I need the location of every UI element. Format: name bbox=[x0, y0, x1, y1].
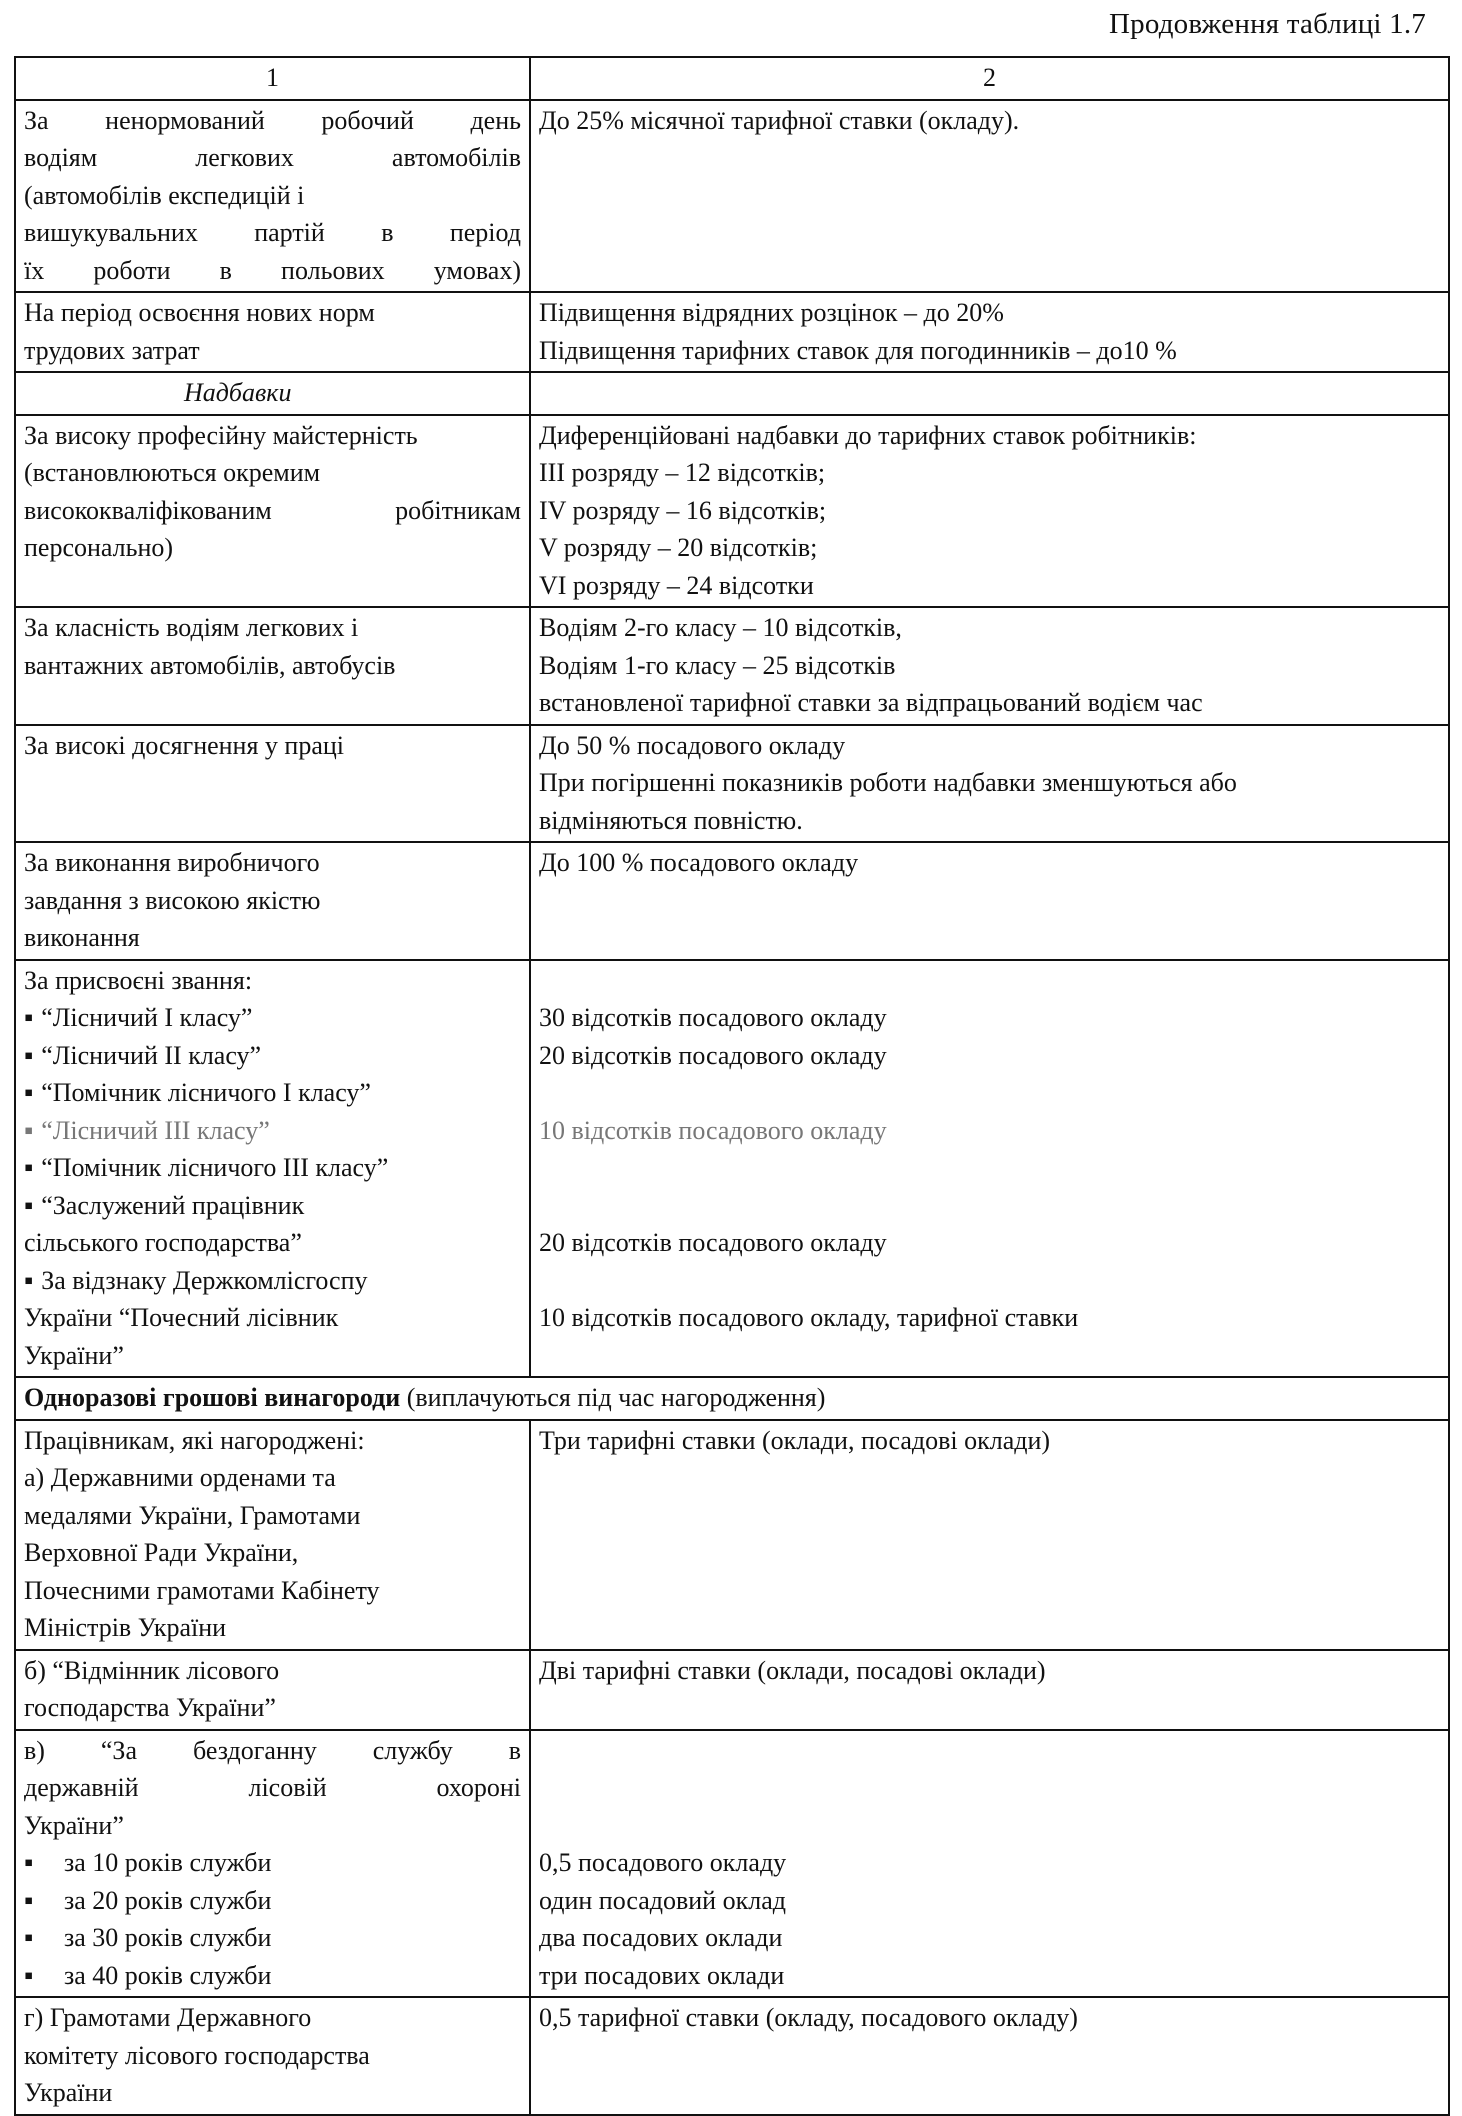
row-label bbox=[15, 725, 530, 843]
bullet-item: ▪ “Помічник лісничого III класу” bbox=[24, 1149, 521, 1187]
section-note: (виплачуються під час нагородження) bbox=[400, 1383, 826, 1412]
table-row bbox=[15, 842, 1449, 960]
row-value bbox=[530, 1650, 1449, 1730]
label-line: водіям легкових автомобілів bbox=[24, 143, 521, 172]
bullet-item: ▪ За відзнаку Держкомлісгоспу bbox=[24, 1262, 521, 1300]
row-label bbox=[15, 292, 530, 372]
row-value bbox=[530, 842, 1449, 960]
label-line: За високу професійну майстерність bbox=[24, 420, 418, 450]
label-line: (встановлюються окремим bbox=[24, 458, 321, 487]
bullet-item: ▪ “Помічник лісничого I класу” bbox=[24, 1074, 521, 1112]
value-line: один посадовий оклад bbox=[539, 1885, 786, 1915]
value-line: 10 відсотків посадового окладу bbox=[539, 1115, 887, 1145]
row-label bbox=[15, 607, 530, 725]
label-line: Міністрів України bbox=[24, 1613, 227, 1642]
value-line bbox=[539, 962, 1440, 1000]
bullet-text: за 40 років служби bbox=[64, 1960, 272, 1990]
value-line: Водіям 1-го класу – 25 відсотків bbox=[539, 650, 896, 680]
section-heading bbox=[15, 1377, 1449, 1420]
value-line bbox=[539, 1807, 1440, 1845]
label-line: персонально) bbox=[24, 533, 174, 562]
label-line: трудових затрат bbox=[24, 335, 200, 365]
label-line: Працівникам, які нагороджені: bbox=[24, 1425, 365, 1455]
value-line: 30 відсотків посадового окладу bbox=[539, 1003, 887, 1032]
label-line: в) “За бездоганну службу в bbox=[24, 1735, 521, 1765]
row-value bbox=[530, 415, 1449, 608]
label-line: України” bbox=[24, 1340, 124, 1370]
row-value bbox=[530, 1997, 1449, 2115]
bullet-text: за 30 років служби bbox=[64, 1923, 272, 1952]
label-line: завдання з високою якістю bbox=[24, 885, 321, 915]
bullet-icon: ▪ bbox=[24, 1885, 34, 1915]
bullet-icon: ▪ bbox=[24, 1848, 34, 1877]
benefits-table bbox=[14, 56, 1450, 2116]
value-line: 20 відсотків посадового окладу bbox=[539, 1040, 887, 1070]
value-line bbox=[539, 1187, 1440, 1225]
label-line: господарства України” bbox=[24, 1693, 276, 1722]
value-line: До 100 % посадового окладу bbox=[539, 848, 859, 877]
table-row bbox=[15, 607, 1449, 725]
table-row bbox=[15, 1420, 1449, 1650]
table-row bbox=[15, 1650, 1449, 1730]
label-line: а) Державними орденами та bbox=[24, 1463, 336, 1492]
value-line: 20 відсотків посадового окладу bbox=[539, 1228, 887, 1257]
value-line: До 25% місячної тарифної ставки (окладу). bbox=[539, 105, 1020, 135]
value-line: Водіям 2-го класу – 10 відсотків, bbox=[539, 613, 902, 642]
label-line: України “Почесний лісівник bbox=[24, 1303, 339, 1332]
label-line: На період освоєння нових норм bbox=[24, 298, 375, 327]
label-line: виконання bbox=[24, 923, 140, 952]
value-line: встановленої тарифної ставки за відпрацьований водієм час bbox=[539, 688, 1203, 717]
row-label bbox=[15, 1420, 530, 1650]
value-line bbox=[539, 1074, 1440, 1112]
value-line: V розряду – 20 відсотків; bbox=[539, 533, 818, 562]
label-line: г) Грамотами Державного bbox=[24, 2003, 312, 2032]
label-line: їх роботи в польових умовах) bbox=[24, 255, 521, 285]
value-line: При погіршенні показників роботи надбавки зменшуються або bbox=[539, 768, 1237, 797]
row-value bbox=[530, 607, 1449, 725]
bullet-text: за 10 років служби bbox=[64, 1848, 272, 1877]
row-label bbox=[15, 415, 530, 608]
section-row bbox=[15, 1377, 1449, 1420]
bullet-item: ▪ “Лісничий III класу” bbox=[24, 1112, 521, 1150]
section-title: Надбавки bbox=[184, 378, 292, 407]
value-line bbox=[539, 1732, 1440, 1770]
table-row bbox=[15, 415, 1449, 608]
row-value bbox=[530, 292, 1449, 372]
label-line: За виконання виробничого bbox=[24, 848, 320, 877]
value-line bbox=[539, 1262, 1440, 1300]
table-header-row bbox=[15, 57, 1449, 100]
bullet-item bbox=[24, 1882, 521, 1920]
value-line: Диференційовані надбавки до тарифних ставок робітників: bbox=[539, 420, 1197, 450]
bullet-text: за 20 років служби bbox=[64, 1885, 272, 1915]
header-col-2: 2 bbox=[530, 57, 1449, 100]
label-line: За класність водіям легкових і bbox=[24, 613, 359, 642]
value-line: 0,5 тарифної ставки (окладу, посадового окладу) bbox=[539, 2003, 1078, 2032]
label-line: вантажних автомобілів, автобусів bbox=[24, 650, 396, 680]
label-line: За присвоєні звання: bbox=[24, 965, 253, 995]
value-line: До 50 % посадового окладу bbox=[539, 730, 846, 760]
table-caption: Продовження таблиці 1.7 bbox=[1109, 8, 1426, 40]
value-line bbox=[539, 1769, 1440, 1807]
table-row bbox=[15, 1997, 1449, 2115]
value-line: два посадових оклади bbox=[539, 1923, 783, 1952]
label-line: (автомобілів експедицій і bbox=[24, 180, 305, 210]
value-line: три посадових оклади bbox=[539, 1960, 785, 1990]
label-line: медалями України, Грамотами bbox=[24, 1500, 361, 1530]
bullet-icon: ▪ bbox=[24, 1923, 34, 1952]
label-line: За ненормований робочий день bbox=[24, 105, 521, 135]
table-row bbox=[15, 100, 1449, 293]
table-row bbox=[15, 1730, 1449, 1998]
table-row bbox=[15, 725, 1449, 843]
value-line: 0,5 посадового окладу bbox=[539, 1848, 787, 1877]
label-line: України bbox=[24, 2078, 113, 2107]
row-value bbox=[530, 960, 1449, 1378]
label-line: державній лісовій охороні bbox=[24, 1773, 521, 1802]
value-line: Підвищення тарифних ставок для погодинників – до10 % bbox=[539, 335, 1177, 365]
row-value bbox=[530, 1730, 1449, 1998]
value-line bbox=[539, 1337, 1440, 1375]
row-label bbox=[15, 1730, 530, 1998]
value-line: III розряду – 12 відсотків; bbox=[539, 458, 826, 487]
value-line: 10 відсотків посадового окладу, тарифної ставки bbox=[539, 1303, 1079, 1332]
bullet-item bbox=[24, 1844, 521, 1882]
value-line bbox=[539, 1149, 1440, 1187]
row-label bbox=[15, 100, 530, 293]
section-heading bbox=[15, 372, 530, 415]
bullet-item: ▪ “Лісничий II класу” bbox=[24, 1037, 521, 1075]
value-line: IV розряду – 16 відсотків; bbox=[539, 495, 827, 525]
row-label bbox=[15, 1650, 530, 1730]
value-line: відміняються повністю. bbox=[539, 805, 803, 835]
section-row bbox=[15, 372, 1449, 415]
value-line: Дві тарифні ставки (оклади, посадові оклади) bbox=[539, 1655, 1046, 1685]
bullet-item bbox=[24, 1919, 521, 1957]
value-line: Підвищення відрядних розцінок – до 20% bbox=[539, 298, 1004, 327]
value-line: VI розряду – 24 відсотки bbox=[539, 570, 814, 600]
label-line: вишукувальних партій в період bbox=[24, 218, 521, 247]
row-label bbox=[15, 842, 530, 960]
section-title: Одноразові грошові винагороди bbox=[24, 1383, 401, 1412]
table-row bbox=[15, 292, 1449, 372]
row-value bbox=[530, 100, 1449, 293]
empty-cell bbox=[530, 372, 1449, 415]
label-line: Почесними грамотами Кабінету bbox=[24, 1575, 380, 1605]
table-row bbox=[15, 960, 1449, 1378]
bullet-item: ▪ “Лісничий I класу” bbox=[24, 999, 521, 1037]
label-line: комітету лісового господарства bbox=[24, 2040, 370, 2070]
header-col-1: 1 bbox=[15, 57, 530, 100]
label-line: За високі досягнення у праці bbox=[24, 730, 345, 760]
value-line: Три тарифні ставки (оклади, посадові оклади) bbox=[539, 1425, 1051, 1455]
bullet-icon: ▪ bbox=[24, 1960, 34, 1990]
label-line: Верховної Ради України, bbox=[24, 1538, 299, 1567]
bullet-item bbox=[24, 1957, 521, 1995]
bullet-item: ▪ “Заслужений працівник bbox=[24, 1187, 521, 1225]
row-value bbox=[530, 1420, 1449, 1650]
label-line: України” bbox=[24, 1810, 124, 1840]
row-label bbox=[15, 1997, 530, 2115]
label-line: б) “Відмінник лісового bbox=[24, 1655, 280, 1685]
label-line: сільського господарства” bbox=[24, 1228, 302, 1257]
label-line: висококваліфікованим робітникам bbox=[24, 495, 521, 525]
row-label bbox=[15, 960, 530, 1378]
row-value bbox=[530, 725, 1449, 843]
